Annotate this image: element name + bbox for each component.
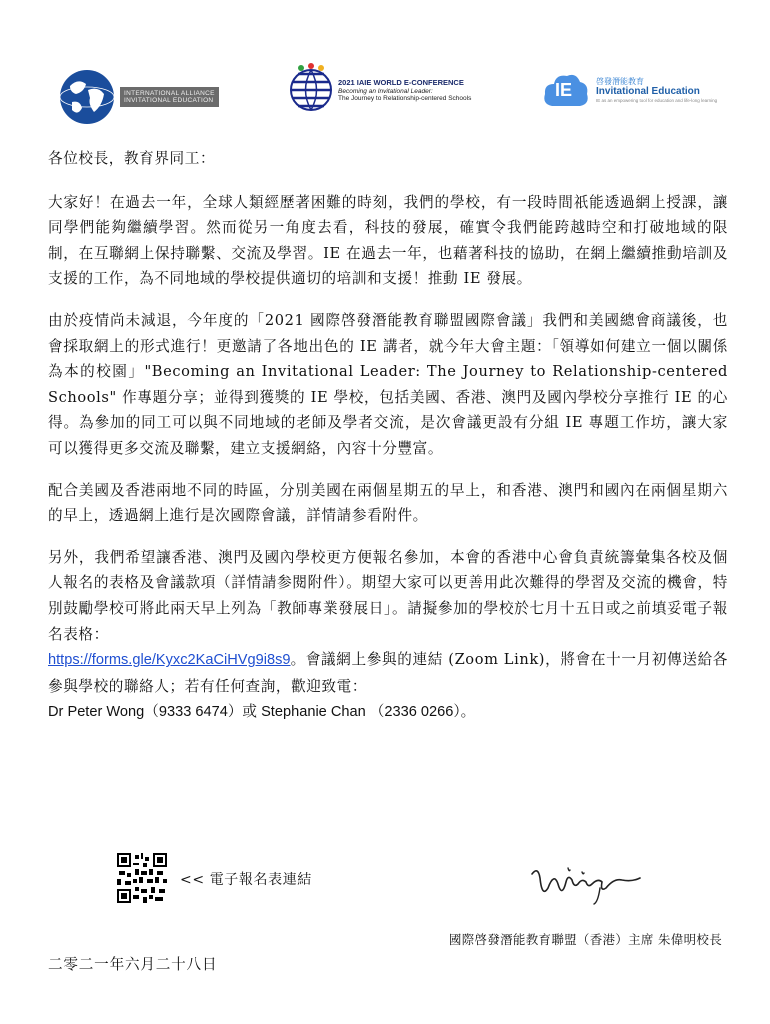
conference-logo bbox=[288, 60, 471, 122]
logo3-en: Invitational Education bbox=[596, 86, 700, 98]
ie-badge: IE bbox=[555, 80, 573, 100]
qr-code-icon[interactable] bbox=[117, 853, 167, 903]
signer-line: 國際啓發潛能教育聯盟（香港）主席 朱偉明校長 bbox=[448, 932, 722, 947]
paragraph-4-text-b: 。會議網上參與的連結 (Zoom Link)，將會在十一月初傳送給各參與學校的聯絡人；若有任何查詢，歡迎致電： bbox=[48, 651, 728, 695]
signature-icon bbox=[528, 858, 648, 908]
globe-icon bbox=[288, 60, 334, 122]
paragraph-3: 配合美國及香港兩地不同的時區，分別美國在兩個星期五的早上，和香港、澳門和國內在兩個星期六的早上，透過網上進行是次國際會議，詳情請参看附件。 bbox=[48, 481, 728, 525]
paragraph-4-text-a: 另外，我們希望讓香港、澳門及國內學校更方便報名參加，本會的香港中心會負責統籌彙集各校及個人報名的表格及會議款項（詳情請参閱附件）。期望大家可以更善用此次難得的學習及交流的機會，特別鼓勵學校可將此兩天早上列為「教師專業發展日」。請擬參加的學校於七月十五日或之前填妥電子報名表格： bbox=[48, 548, 728, 643]
contact-line: Dr Peter Wong（9333 6474）或 Stephanie Chan （2336 0266）。 bbox=[48, 704, 476, 721]
logo2-line3: The Journey to Relationship-centered Schools bbox=[338, 95, 472, 103]
paragraph-2: 由於疫情尚未減退，今年度的「2021 國際啓發潛能教育聯盟國際會議」我們和美國總會商議後，也會採取網上的形式進行！更邀請了各地出色的 IE 講者，就今年大會主題：「領導如何建立一個以關係為本的校園」"Becoming an Invitational Leader: The Journey to Relationship-centered Schools" 作專題分享；並得到獲獎的 IE 學校，包括美國、香港、澳門及國內學校分享推行 IE 的心得。為參加的同工可以與不同地域的老師及學者交流，是次會議更設有分組 IE 專題工作坊，讓大家可以獲得更多交流及聯繫，建立支援網絡，內容十分豐富。 bbox=[48, 311, 728, 457]
paragraph-1: 大家好！在過去一年，全球人類經歷著困難的時刻，我們的學校，有一段時間祇能透過網上授課，讓同學們能夠繼續學習。然而從另一角度去看，科技的發展，確實令我們能跨越時空和打破地域的限制，在互聯網上保持聯繫、交流及學習。IE 在過去一年，也藉著科技的協助，在網上繼續推動培訓及支援的工作，為不同地域的學校提供適切的培訓和支援！推動 IE 發展。 bbox=[48, 193, 728, 288]
globe-icon bbox=[58, 68, 116, 126]
paragraph-4 bbox=[48, 545, 728, 726]
logo1-line2: INVITATIONAL EDUCATION bbox=[124, 97, 214, 104]
letter-body bbox=[48, 146, 728, 742]
registration-form-link[interactable]: https://forms.gle/Kyxc2KaCiHVg9i8s9 bbox=[48, 652, 291, 669]
logo3-cn: 啓發潛能教育 bbox=[596, 77, 644, 87]
logo2-line2: Becoming an Invitational Leader: bbox=[338, 87, 433, 95]
logo3-sub: IE as an empowering tool for education and life-long learning bbox=[596, 97, 718, 103]
salutation: 各位校長，教育界同工： bbox=[48, 150, 216, 167]
logo2-line1: 2021 IAIE WORLD E-CONFERENCE bbox=[338, 78, 464, 88]
header-logos bbox=[0, 60, 770, 130]
iaie-logo bbox=[58, 68, 219, 126]
ie-logo bbox=[542, 70, 717, 110]
letter-date: 二零二一年六月二十八日 bbox=[48, 956, 218, 973]
logo1-line1: INTERNATIONAL ALLIANCE bbox=[124, 89, 215, 97]
qr-caption: << 電子報名表連結 bbox=[180, 872, 312, 888]
